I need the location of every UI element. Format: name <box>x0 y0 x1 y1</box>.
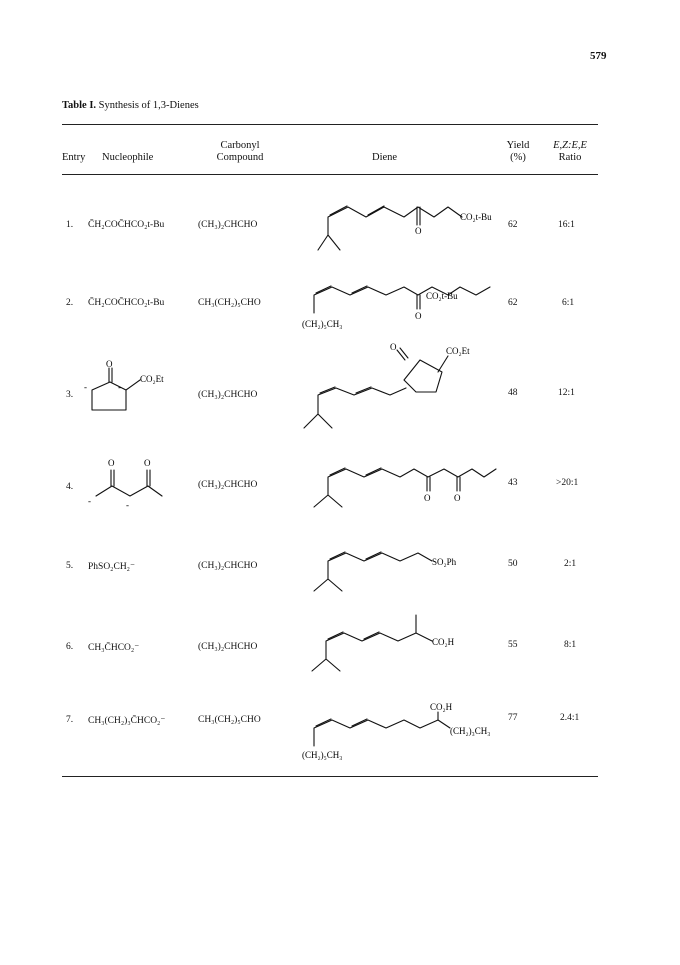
ratio-value: >20:1 <box>556 478 579 488</box>
ester-label: CO₂t-Bu <box>460 212 492 222</box>
ratio-value: 2.4:1 <box>560 713 580 723</box>
oxygen-label: O <box>108 458 115 468</box>
hexyl-label: (CH₂)₅CH₃ <box>302 750 343 760</box>
table-top-rule <box>62 124 598 125</box>
header-ratio-line1: E,Z:E,E <box>553 140 587 151</box>
oxygen-label: O <box>454 493 461 503</box>
entry-number: 7. <box>66 715 74 725</box>
oxygen-label: O <box>390 342 397 352</box>
entry-number: 5. <box>66 561 74 571</box>
entry-number: 4. <box>66 482 74 492</box>
diene-structure-7 <box>300 700 500 768</box>
table-caption <box>62 100 199 111</box>
nucleophile: CH₃C̄HCO₂⁻ <box>88 643 140 653</box>
ratio-value: 12:1 <box>558 388 575 398</box>
nucleophile: C̄H₂COC̄HCO₂t-Bu <box>88 298 165 308</box>
charge-label: - <box>84 382 87 392</box>
nucleophile-cyclopentanone-ester <box>82 358 192 428</box>
entry-number: 2. <box>66 298 74 308</box>
carbonyl-compound: (CH₃)₂CHCHO <box>198 480 258 490</box>
yield-value: 62 <box>508 298 518 308</box>
nucleophile: CH₃(CH₂)₃C̄HCO₂⁻ <box>88 716 166 726</box>
header-yield <box>498 140 538 164</box>
header-diene: Diene <box>372 152 398 163</box>
yield-value: 43 <box>508 478 518 488</box>
carbonyl-compound: (CH₃)₂CHCHO <box>198 220 258 230</box>
diene-structure-1 <box>300 195 500 255</box>
oxygen-label: O <box>106 359 113 369</box>
diene-structure-6 <box>300 605 500 680</box>
ratio-value: 8:1 <box>564 640 577 650</box>
yield-value: 55 <box>508 640 518 650</box>
page-number: 579 <box>590 50 607 62</box>
diene-structure-5 <box>300 535 500 600</box>
header-yield-line2: (%) <box>510 152 526 163</box>
carbonyl-compound: (CH₃)₂CHCHO <box>198 561 258 571</box>
table-title: Synthesis of 1,3-Dienes <box>98 100 199 111</box>
ratio-value: 6:1 <box>562 298 575 308</box>
acid-label: CO₂H <box>432 637 455 647</box>
diene-structure-4 <box>300 455 500 515</box>
ratio-value: 2:1 <box>564 559 577 569</box>
oxygen-label: O <box>144 458 151 468</box>
table-header-rule <box>62 174 598 175</box>
entry-number: 3. <box>66 390 74 400</box>
sulfone-label: SO₂Ph <box>432 557 457 567</box>
ester-label: CO₂Et <box>140 374 164 384</box>
oxygen-label: O <box>415 311 422 321</box>
nucleophile: PhSO₂CH₂⁻ <box>88 562 136 572</box>
acid-label: CO₂H <box>430 702 453 712</box>
header-entry: Entry <box>62 152 86 163</box>
yield-value: 77 <box>508 713 518 723</box>
header-carbonyl-line1: Carbonyl <box>220 140 260 151</box>
nucleophile: C̄H₂COC̄HCO₂t-Bu <box>88 220 165 230</box>
table-label: Table I. <box>62 100 97 111</box>
nucleophile-dianion-diketone <box>82 452 192 522</box>
diene-structure-2 <box>300 275 500 335</box>
header-carbonyl-line2: Compound <box>216 152 264 163</box>
oxygen-label: O <box>415 226 422 236</box>
yield-value: 50 <box>508 559 518 569</box>
yield-value: 62 <box>508 220 518 230</box>
diene-structure-3 <box>300 340 500 440</box>
table-bottom-rule <box>62 776 598 777</box>
header-nucleophile: Nucleophile <box>102 152 154 163</box>
charge-label: - <box>88 496 91 506</box>
ratio-value: 16:1 <box>558 220 575 230</box>
header-carbonyl <box>200 140 280 164</box>
header-ratio <box>545 140 595 164</box>
carbonyl-compound: CH₃(CH₂)₅CHO <box>198 715 261 725</box>
entry-number: 6. <box>66 642 74 652</box>
oxygen-label: O <box>424 493 431 503</box>
carbonyl-compound: CH₃(CH₂)₅CHO <box>198 298 261 308</box>
ester-label: CO₂t-Bu <box>426 291 458 301</box>
header-yield-line1: Yield <box>506 140 530 151</box>
carbonyl-compound: (CH₃)₂CHCHO <box>198 390 258 400</box>
hexyl-label: (CH₂)₅CH₃ <box>302 319 343 329</box>
butyl-label: (CH₂)₃CH₃ <box>450 726 491 736</box>
charge-label: - <box>126 500 129 510</box>
yield-value: 48 <box>508 388 518 398</box>
entry-number: 1. <box>66 220 74 230</box>
header-ratio-line2: Ratio <box>558 152 582 163</box>
carbonyl-compound: (CH₃)₂CHCHO <box>198 642 258 652</box>
ester-label: CO₂Et <box>446 346 470 356</box>
charge-label: - <box>118 382 121 392</box>
